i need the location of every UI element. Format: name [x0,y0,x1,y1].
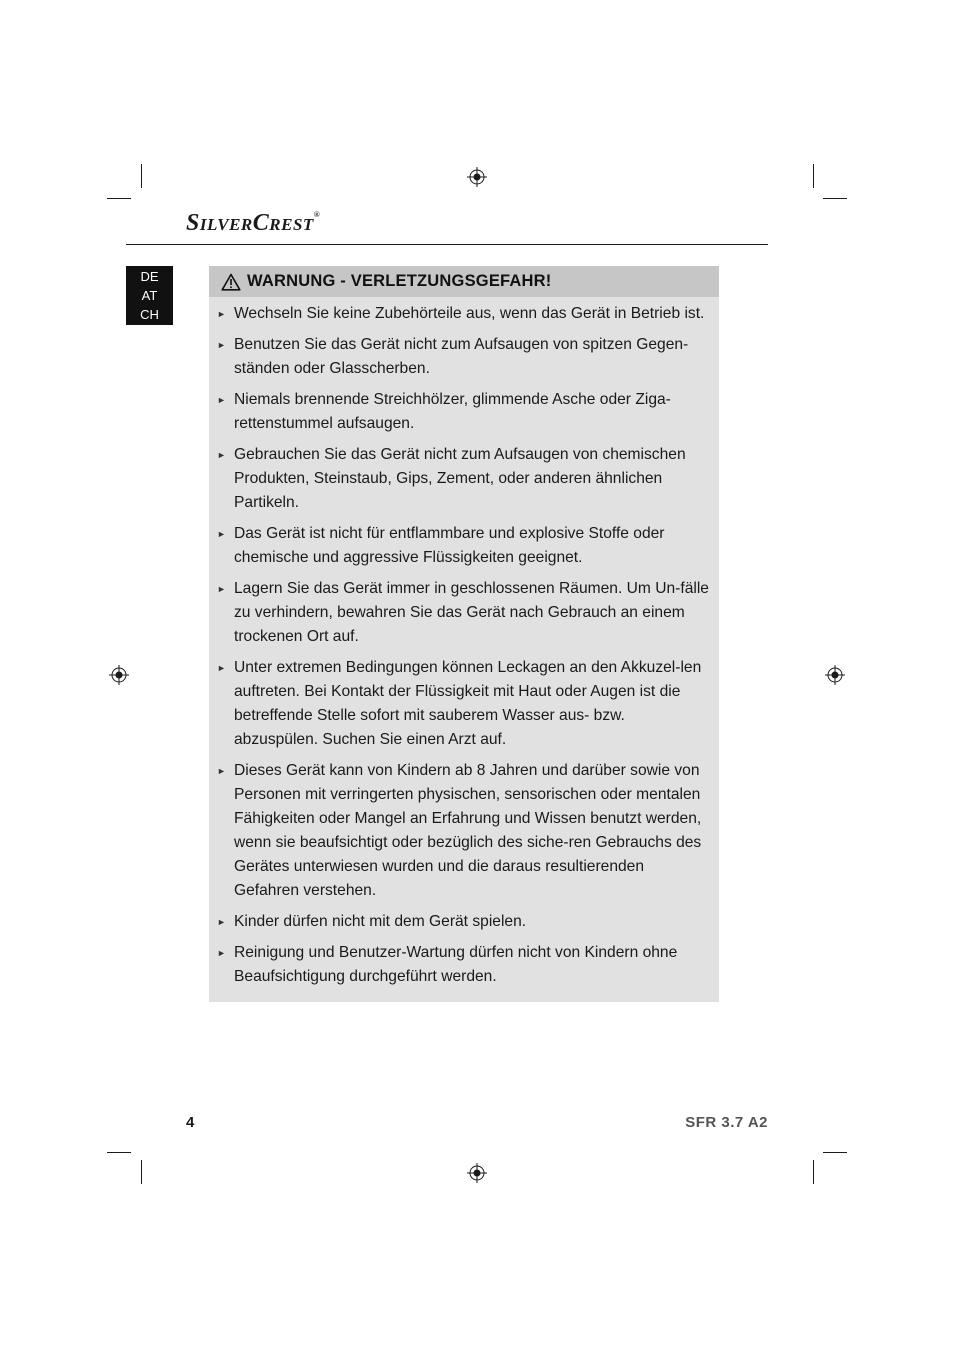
header-rule [126,244,768,245]
crop-mark [823,1152,847,1153]
crop-mark [813,1160,814,1184]
list-item: ► Reinigung und Benutzer-Wartung dürfen nicht von Kindern ohne Beaufsichtigung durchgeführt werden. [209,941,719,989]
list-item: ► Kinder dürfen nicht mit dem Gerät spielen. [209,910,719,934]
list-item: ► Niemals brennende Streichhölzer, glimmende Asche oder Ziga-rettenstummel aufsaugen. [209,388,719,436]
bullet-arrow-icon: ► [217,450,226,460]
bullet-arrow-icon: ► [217,948,226,958]
language-tab [126,266,173,325]
list-item: ► Gebrauchen Sie das Gerät nicht zum Aufsaugen von chemischen Produkten, Steinstaub, Gips, Zement, oder anderen ähnlichen Partikeln. [209,443,719,515]
registration-mark-icon [467,167,487,187]
language-code: CH [140,307,159,322]
warning-header [209,266,719,297]
bullet-arrow-icon: ► [217,309,226,319]
crop-mark [813,164,814,188]
brand-logo: SILVERCREST® [186,210,321,236]
language-code: AT [141,288,158,303]
list-item: ► Das Gerät ist nicht für entflammbare und explosive Stoffe oder chemische und aggressive Flüssigkeiten geeignet. [209,522,719,570]
warning-box [209,266,719,1002]
registration-mark-icon [825,665,845,685]
warning-list [209,297,719,989]
crop-mark [823,198,847,199]
crop-mark [141,164,142,188]
list-item: ► Unter extremen Bedingungen können Leckagen an den Akkuzel-len auftreten. Bei Kontakt der Flüssigkeit mit Haut oder Augen ist die betreffende Stelle sofort mit sauberem Wasser aus- bzw. abzuspülen. Suchen Sie einen Arzt auf. [209,656,719,752]
registration-mark-icon [467,1163,487,1183]
language-code: DE [140,269,159,284]
registration-mark-icon [109,665,129,685]
crop-mark [107,1152,131,1153]
bullet-arrow-icon: ► [217,584,226,594]
bullet-arrow-icon: ► [217,766,226,776]
bullet-arrow-icon: ► [217,663,226,673]
model-number: SFR 3.7 A2 [685,1114,768,1131]
list-item: ► Benutzen Sie das Gerät nicht zum Aufsaugen von spitzen Gegen-ständen oder Glasscherben. [209,333,719,381]
bullet-arrow-icon: ► [217,917,226,927]
warning-title: WARNUNG - VERLETZUNGSGEFAHR! [247,272,552,290]
bullet-arrow-icon: ► [217,529,226,539]
bullet-arrow-icon: ► [217,340,226,350]
bullet-arrow-icon: ► [217,395,226,405]
warning-triangle-icon [221,273,241,291]
page-number: 4 [186,1114,195,1131]
list-item: ► Dieses Gerät kann von Kindern ab 8 Jahren und darüber sowie von Personen mit verringerten physischen, sensorischen oder mentalen Fähigkeiten oder Mangel an Erfahrung und Wissen benutzt werden, wenn sie beaufsichtigt oder bezüglich des siche-ren Gebrauchs des Gerätes unterwiesen wurden und die daraus resultierenden Gefahren verstehen. [209,759,719,903]
crop-mark [107,198,131,199]
list-item: ► Lagern Sie das Gerät immer in geschlossenen Räumen. Um Un-fälle zu verhindern, bewahren Sie das Gerät nach Gebrauch an einem trockenen Ort auf. [209,577,719,649]
crop-mark [141,1160,142,1184]
list-item: ► Wechseln Sie keine Zubehörteile aus, wenn das Gerät in Betrieb ist. [209,302,719,326]
